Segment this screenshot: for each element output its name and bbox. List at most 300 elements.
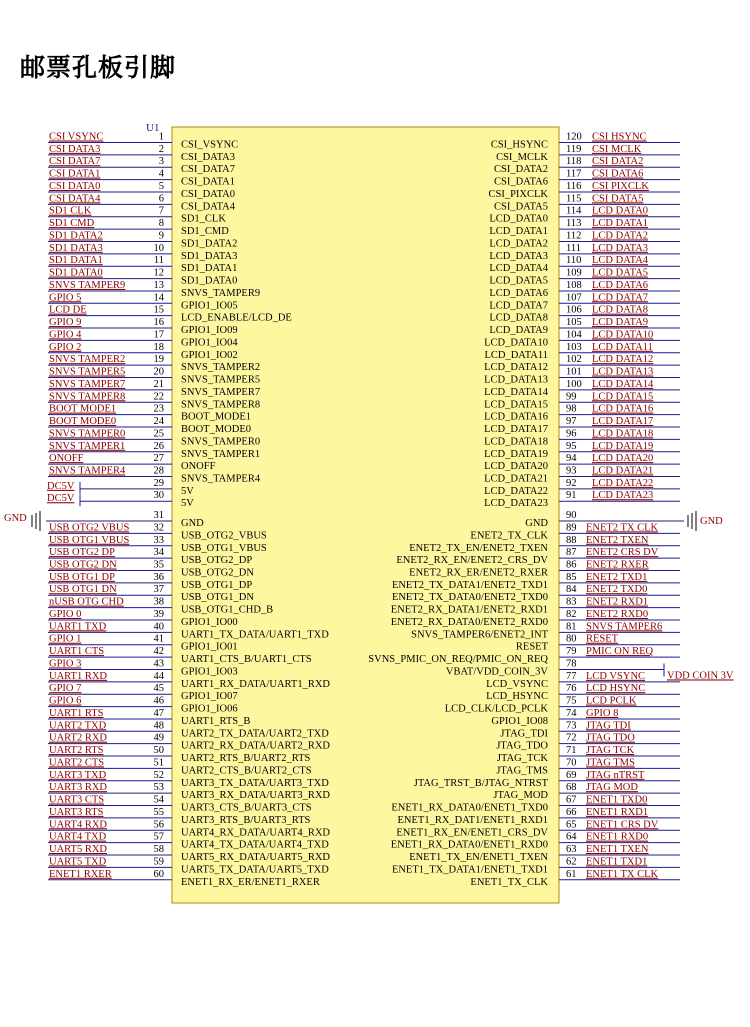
pin-name: ENET2_RX_ER/ENET2_RXER [409, 567, 548, 579]
net-label: LCD DATA8 [592, 304, 649, 316]
net-label-dc5v: DC5V [47, 493, 75, 505]
pin-number: 107 [566, 292, 582, 304]
pin-name: UART1_CTS_B/UART1_CTS [181, 654, 312, 666]
pin-name: UART4_RX_DATA/UART4_RXD [181, 827, 330, 839]
net-label: nUSB OTG CHD [49, 596, 124, 608]
pin-number: 110 [566, 255, 582, 267]
pin-name: UART2_RTS_B/UART2_RTS [181, 753, 311, 765]
pin-number: 60 [153, 868, 164, 880]
pin-name: CSI_DATA1 [181, 176, 235, 188]
net-label: GPIO 0 [49, 608, 82, 620]
pin-name: LCD_DATA18 [484, 436, 548, 448]
pin-name: LCD_DATA16 [484, 411, 548, 423]
pin-name: UART3_RX_DATA/UART3_RXD [181, 790, 330, 802]
pin-name: UART2_RX_DATA/UART2_RXD [181, 740, 330, 752]
pin-name: GPIO1_IO05 [181, 300, 238, 312]
pin-name: ENET2_RX_EN/ENET2_CRS_DV [396, 555, 548, 567]
pin-number: 20 [153, 366, 164, 378]
pin-name: LCD_DATA20 [484, 461, 548, 473]
pin-name: UART3_CTS_B/UART3_CTS [181, 802, 312, 814]
net-label: SNVS TAMPER7 [49, 378, 126, 390]
net-label-dc5v: DC5V [47, 480, 75, 492]
pin-name: LCD_DATA12 [484, 362, 548, 374]
pin-name: GPIO1_IO02 [181, 349, 238, 361]
net-label: LCD DATA17 [592, 416, 654, 428]
pin-number: 41 [153, 633, 164, 645]
pin-number: 33 [153, 534, 164, 546]
pin-number: 27 [153, 453, 164, 465]
net-label: ENET2 RXD0 [586, 608, 649, 620]
pin-number: 87 [566, 547, 577, 559]
pin-number: 61 [566, 868, 577, 880]
pin-name: SNVS_TAMPER4 [181, 473, 261, 485]
pin-number: 77 [566, 670, 577, 682]
net-label: SNVS TAMPER4 [49, 465, 126, 477]
net-label: CSI DATA3 [49, 143, 101, 155]
pin-number: 75 [566, 695, 577, 707]
net-label: JTAG TDI [586, 720, 631, 732]
net-label: USB OTG2 VBUS [49, 522, 130, 534]
pin-number: 62 [566, 856, 577, 868]
pin-number: 45 [153, 683, 164, 695]
pin-number: 104 [566, 329, 582, 341]
pin-number: 7 [158, 205, 164, 217]
net-label: UART4 RXD [49, 819, 107, 831]
pin-name: JTAG_TDO [496, 740, 548, 752]
pin-number: 92 [566, 477, 577, 489]
net-label: JTAG TMS [586, 757, 635, 769]
pin-number: 99 [566, 391, 577, 403]
pin-name: LCD_DATA17 [484, 424, 548, 436]
pin-number: 44 [153, 670, 164, 682]
pin-number: 91 [566, 490, 577, 502]
net-label: UART3 RXD [49, 782, 107, 794]
pin-number: 109 [566, 267, 582, 279]
pin-number: 58 [153, 844, 164, 856]
net-label: LCD DATA16 [592, 403, 654, 415]
net-label: LCD DATA2 [592, 230, 649, 242]
pin-number: 52 [153, 769, 164, 781]
pin-name: ENET1_RX_EN/ENET1_CRS_DV [396, 827, 548, 839]
net-label-vdd-coin: VDD COIN 3V [667, 670, 734, 682]
pin-name: ENET1_TX_CLK [470, 876, 548, 888]
pin-number: 4 [158, 168, 164, 180]
net-label: SNVS TAMPER2 [49, 354, 126, 366]
pin-name: LCD_DATA13 [484, 374, 548, 386]
net-label: CSI DATA0 [49, 180, 101, 192]
net-label: SD1 CMD [49, 218, 95, 230]
pin-name: LCD_DATA22 [484, 485, 548, 497]
pin-name: LCD_DATA7 [489, 300, 548, 312]
pin-number: 96 [566, 428, 577, 440]
pin-number: 74 [566, 707, 577, 719]
net-label: LCD DATA19 [592, 440, 654, 452]
pin-name: UART1_TX_DATA/UART1_TXD [181, 629, 329, 641]
pin-name: UART2_TX_DATA/UART2_TXD [181, 728, 329, 740]
net-label: LCD DATA20 [592, 453, 654, 465]
pin-number: 17 [153, 329, 164, 341]
pin-name: ENET1_RX_DATA0/ENET1_RXD0 [390, 839, 548, 851]
pin-number: 69 [566, 769, 577, 781]
net-label: JTAG nTRST [586, 769, 645, 781]
pin-name: USB_OTG1_DP [181, 579, 253, 591]
pin-number: 86 [566, 559, 577, 571]
net-label: RESET [586, 633, 619, 645]
pin-name: ONOFF [181, 461, 216, 473]
net-label: UART3 TXD [49, 769, 107, 781]
net-label: CSI MCLK [592, 143, 642, 155]
pin-number: 43 [153, 658, 164, 670]
pin-name: LCD_DATA0 [489, 213, 548, 225]
pin-number: 40 [153, 621, 164, 633]
pin-number: 89 [566, 522, 577, 534]
pin-name: CSI_PIXCLK [488, 188, 548, 200]
pin-name: ENET2_TX_DATA1/ENET2_TXD1 [391, 579, 548, 591]
net-label: GPIO 1 [49, 633, 82, 645]
pin-name: UART5_RX_DATA/UART5_RXD [181, 852, 330, 864]
pin-number: 100 [566, 378, 582, 390]
pin-name: SNVS_TAMPER1 [181, 448, 261, 460]
pin-name: ENET2_RX_DATA1/ENET2_RXD1 [390, 604, 548, 616]
pin-name: USB_OTG1_VBUS [181, 542, 267, 554]
net-label: LCD DATA9 [592, 317, 649, 329]
net-label: LCD DATA22 [592, 477, 654, 489]
net-label: LCD HSYNC [586, 683, 646, 695]
net-label: SNVS TAMPER9 [49, 279, 126, 291]
pin-number: 70 [566, 757, 577, 769]
net-label: ENET1 TXD1 [586, 856, 648, 868]
net-label: USB OTG1 DP [49, 571, 115, 583]
pin-name: ENET2_TX_EN/ENET2_TXEN [409, 542, 548, 554]
pin-number: 117 [566, 168, 582, 180]
pin-number: 18 [153, 341, 164, 353]
net-label: LCD DATA6 [592, 279, 649, 291]
net-label: LCD DATA10 [592, 329, 654, 341]
pin-name: CSI_HSYNC [490, 139, 548, 151]
net-label: LCD DATA18 [592, 428, 654, 440]
pin-name: CSI_DATA7 [181, 164, 235, 176]
net-label: ENET1 TX CLK [586, 868, 659, 880]
pin-number: 51 [153, 757, 164, 769]
pin-name: UART4_TX_DATA/UART4_TXD [181, 839, 329, 851]
pin-number: 66 [566, 806, 577, 818]
pin-number: 88 [566, 534, 577, 546]
pin-number: 68 [566, 782, 577, 794]
pin-number: 42 [153, 646, 164, 658]
net-label: UART2 TXD [49, 720, 107, 732]
net-label: GPIO 5 [49, 292, 82, 304]
net-label: UART5 TXD [49, 856, 107, 868]
pin-name: LCD_DATA15 [484, 399, 548, 411]
pin-name: GPIO1_IO00 [181, 616, 238, 628]
pin-name: USB_OTG2_VBUS [181, 530, 267, 542]
pin-number: 120 [566, 131, 582, 143]
pin-number: 48 [153, 720, 164, 732]
net-label: UART1 RXD [49, 670, 107, 682]
pin-name: SNVS_TAMPER6/ENET2_INT [411, 629, 548, 641]
pin-name: SD1_CMD [181, 226, 229, 238]
net-label: BOOT MODE0 [49, 416, 117, 428]
pin-number: 84 [566, 584, 577, 596]
pin-number: 19 [153, 354, 164, 366]
pin-number: 39 [153, 608, 164, 620]
net-label: LCD DATA15 [592, 391, 654, 403]
pin-number: 24 [153, 416, 164, 428]
pin-name: ENET1_TX_DATA1/ENET1_TXD1 [391, 864, 548, 876]
pin-name: LCD_VSYNC [486, 678, 548, 690]
pin-number: 64 [566, 831, 577, 843]
net-label: ENET1 RXER [49, 868, 112, 880]
pin-name: SD1_CLK [181, 213, 226, 225]
net-label: CSI DATA7 [49, 156, 101, 168]
pin-number: 63 [566, 844, 577, 856]
net-label: LCD DATA21 [592, 465, 654, 477]
net-label: JTAG MOD [586, 782, 638, 794]
pin-number: 30 [153, 490, 164, 502]
pin-number: 3 [158, 156, 164, 168]
pin-number: 59 [153, 856, 164, 868]
net-label: ONOFF [49, 453, 84, 465]
pin-name: GND [525, 518, 548, 530]
pin-number: 53 [153, 782, 164, 794]
net-label: SD1 DATA3 [49, 242, 103, 254]
net-label: ENET2 RXER [586, 559, 649, 571]
pin-number: 106 [566, 304, 582, 316]
pin-name: JTAG_MOD [493, 790, 548, 802]
pin-name: ENET2_TX_CLK [470, 530, 548, 542]
net-label: LCD VSYNC [586, 670, 646, 682]
net-label: SD1 CLK [49, 205, 92, 217]
pin-name: CSI_DATA2 [494, 164, 548, 176]
net-label: ENET1 TXD0 [586, 794, 648, 806]
pin-number: 50 [153, 745, 164, 757]
net-label: USB OTG1 VBUS [49, 534, 130, 546]
pin-name: SNVS_TAMPER2 [181, 362, 261, 374]
net-label: PMIC ON REQ [586, 646, 654, 658]
pin-name: UART2_CTS_B/UART2_CTS [181, 765, 312, 777]
net-label: LCD PCLK [586, 695, 637, 707]
pin-number: 73 [566, 720, 577, 732]
pin-name: USB_OTG1_DN [181, 592, 254, 604]
net-label: UART3 RTS [49, 806, 104, 818]
pin-name: CSI_DATA5 [494, 201, 548, 213]
net-label: ENET2 TXD0 [586, 584, 648, 596]
pin-number: 72 [566, 732, 577, 744]
net-label: ENET2 TXEN [586, 534, 649, 546]
net-label: UART1 TXD [49, 621, 107, 633]
pin-number: 80 [566, 633, 577, 645]
pin-number: 114 [566, 205, 582, 217]
pin-number: 56 [153, 819, 164, 831]
pin-name: GPIO1_IO06 [181, 703, 238, 715]
pin-name: USB_OTG2_DP [181, 555, 253, 567]
pin-name: LCD_DATA4 [489, 263, 548, 275]
net-label: LCD DE [49, 304, 87, 316]
pin-name: GPIO1_IO01 [181, 641, 238, 653]
net-label: LCD DATA3 [592, 242, 649, 254]
net-label: CSI DATA5 [592, 193, 644, 205]
pin-number: 46 [153, 695, 164, 707]
pin-number: 82 [566, 608, 577, 620]
net-label: CSI DATA6 [592, 168, 644, 180]
pin-name: LCD_DATA5 [489, 275, 548, 287]
pin-number: 47 [153, 707, 164, 719]
net-label: CSI DATA2 [592, 156, 644, 168]
net-label: CSI HSYNC [592, 131, 647, 143]
pin-name: LCD_DATA19 [484, 448, 548, 460]
pin-name: ENET1_RX_DAT1/ENET1_RXD1 [397, 814, 548, 826]
pin-number: 9 [158, 230, 164, 242]
pin-number: 8 [158, 218, 164, 230]
pin-number: 14 [153, 292, 164, 304]
pin-name: BOOT_MODE0 [181, 424, 251, 436]
pin-number: 102 [566, 354, 582, 366]
pin-name: GND [181, 518, 204, 530]
net-label: SD1 DATA1 [49, 255, 103, 267]
pin-name: GPIO1_IO08 [491, 715, 548, 727]
net-label: GPIO 4 [49, 329, 82, 341]
pin-name: SNVS_TAMPER9 [181, 287, 261, 299]
pin-number: 34 [153, 547, 164, 559]
pin-number: 101 [566, 366, 582, 378]
pin-number: 15 [153, 304, 164, 316]
pin-name: SD1_DATA2 [181, 238, 238, 250]
net-label: UART1 CTS [49, 646, 105, 658]
net-label: SD1 DATA2 [49, 230, 103, 242]
pin-number: 22 [153, 391, 164, 403]
pin-name: SD1_DATA0 [181, 275, 238, 287]
pin-number: 55 [153, 806, 164, 818]
net-label: UART4 TXD [49, 831, 107, 843]
pin-number: 11 [153, 255, 164, 267]
pin-name: SNVS_TAMPER0 [181, 436, 261, 448]
pin-name: SD1_DATA3 [181, 250, 238, 262]
net-label: JTAG TCK [586, 745, 635, 757]
net-label: USB OTG1 DN [49, 584, 117, 596]
page-title: 邮票孔板引脚 [20, 53, 177, 82]
pin-name: RESET [515, 641, 548, 653]
pin-name: ENET1_RX_ER/ENET1_RXER [181, 876, 320, 888]
component-ref: U1 [146, 122, 160, 134]
pin-number: 94 [566, 453, 577, 465]
pin-number: 32 [153, 522, 164, 534]
pin-name: UART1_RTS_B [181, 715, 251, 727]
pin-number: 95 [566, 440, 577, 452]
pin-name: LCD_HSYNC [486, 691, 548, 703]
pin-number: 38 [153, 596, 164, 608]
pin-name: CSI_DATA3 [181, 151, 235, 163]
pin-number: 78 [566, 658, 577, 670]
net-label: LCD DATA23 [592, 490, 654, 502]
pin-name: LCD_DATA9 [489, 325, 548, 337]
pin-name: 5V [181, 485, 194, 497]
net-label: LCD DATA13 [592, 366, 654, 378]
pin-name: UART1_RX_DATA/UART1_RXD [181, 678, 330, 690]
pin-name: SNVS_TAMPER7 [181, 386, 261, 398]
pin-number: 49 [153, 732, 164, 744]
pin-number: 83 [566, 596, 577, 608]
pin-name: LCD_DATA3 [489, 250, 548, 262]
pin-number: 12 [153, 267, 164, 279]
pin-name: BOOT_MODE1 [181, 411, 251, 423]
pin-name: JTAG_TCK [496, 753, 548, 765]
net-label: UART2 RXD [49, 732, 107, 744]
pin-name: UART5_TX_DATA/UART5_TXD [181, 864, 329, 876]
pin-number: 57 [153, 831, 164, 843]
pin-number: 119 [566, 143, 582, 155]
net-label: GPIO 9 [49, 317, 82, 329]
pin-number: 113 [566, 218, 582, 230]
net-label: LCD DATA0 [592, 205, 649, 217]
pin-name: LCD_DATA8 [489, 312, 548, 324]
pin-name: GPIO1_IO09 [181, 325, 238, 337]
net-label: ENET1 RXD0 [586, 831, 649, 843]
net-label: BOOT MODE1 [49, 403, 117, 415]
pin-name: UART3_RTS_B/UART3_RTS [181, 814, 311, 826]
pin-number: 6 [158, 193, 164, 205]
pin-name: USB_OTG1_CHD_B [181, 604, 274, 616]
pin-name: LCD_DATA23 [484, 498, 548, 510]
pin-number: 67 [566, 794, 577, 806]
pin-number: 36 [153, 571, 164, 583]
net-label: ENET2 TXD1 [586, 571, 648, 583]
pin-number: 79 [566, 646, 577, 658]
pin-name: CSI_DATA6 [494, 176, 548, 188]
pin-number: 16 [153, 317, 164, 329]
net-label: CSI PIXCLK [592, 180, 649, 192]
net-label: CSI DATA1 [49, 168, 101, 180]
net-label: LCD DATA14 [592, 378, 654, 390]
pin-number: 26 [153, 440, 164, 452]
net-label: UART2 RTS [49, 745, 104, 757]
pin-number: 23 [153, 403, 164, 415]
pin-number: 31 [153, 510, 164, 522]
net-label: ENET1 CRS DV [586, 819, 659, 831]
net-label: SNVS TAMPER6 [586, 621, 663, 633]
pin-number: 2 [158, 143, 164, 155]
pin-name: GPIO1_IO03 [181, 666, 238, 678]
pin-name: LCD_DATA6 [489, 287, 548, 299]
net-label: LCD DATA4 [592, 255, 649, 267]
pin-name: GPIO1_IO04 [181, 337, 238, 349]
pin-name: LCD_DATA14 [484, 386, 548, 398]
pin-name: LCD_DATA10 [484, 337, 548, 349]
pin-name: CSI_DATA4 [181, 201, 235, 213]
pin-number: 98 [566, 403, 577, 415]
pin-number: 118 [566, 156, 582, 168]
net-label: ENET1 TXEN [586, 844, 649, 856]
pin-number: 90 [566, 510, 577, 522]
pin-number: 10 [153, 242, 164, 254]
net-label: GPIO 8 [586, 707, 619, 719]
pin-name: SVNS_PMIC_ON_REQ/PMIC_ON_REQ [368, 654, 548, 666]
net-label: GPIO 6 [49, 695, 82, 707]
net-label: SNVS TAMPER8 [49, 391, 126, 403]
gnd-label: GND [4, 513, 27, 525]
pin-number: 93 [566, 465, 577, 477]
pin-number: 85 [566, 571, 577, 583]
net-label: GPIO 7 [49, 683, 82, 695]
pin-name: SNVS_TAMPER5 [181, 374, 261, 386]
pin-name: SD1_DATA1 [181, 263, 238, 275]
pin-name: CSI_VSYNC [181, 139, 239, 151]
net-label: CSI DATA4 [49, 193, 101, 205]
pin-number: 108 [566, 279, 582, 291]
pin-name: CSI_DATA0 [181, 188, 235, 200]
net-label: LCD DATA12 [592, 354, 654, 366]
pin-name: SNVS_TAMPER8 [181, 399, 261, 411]
pin-number: 25 [153, 428, 164, 440]
